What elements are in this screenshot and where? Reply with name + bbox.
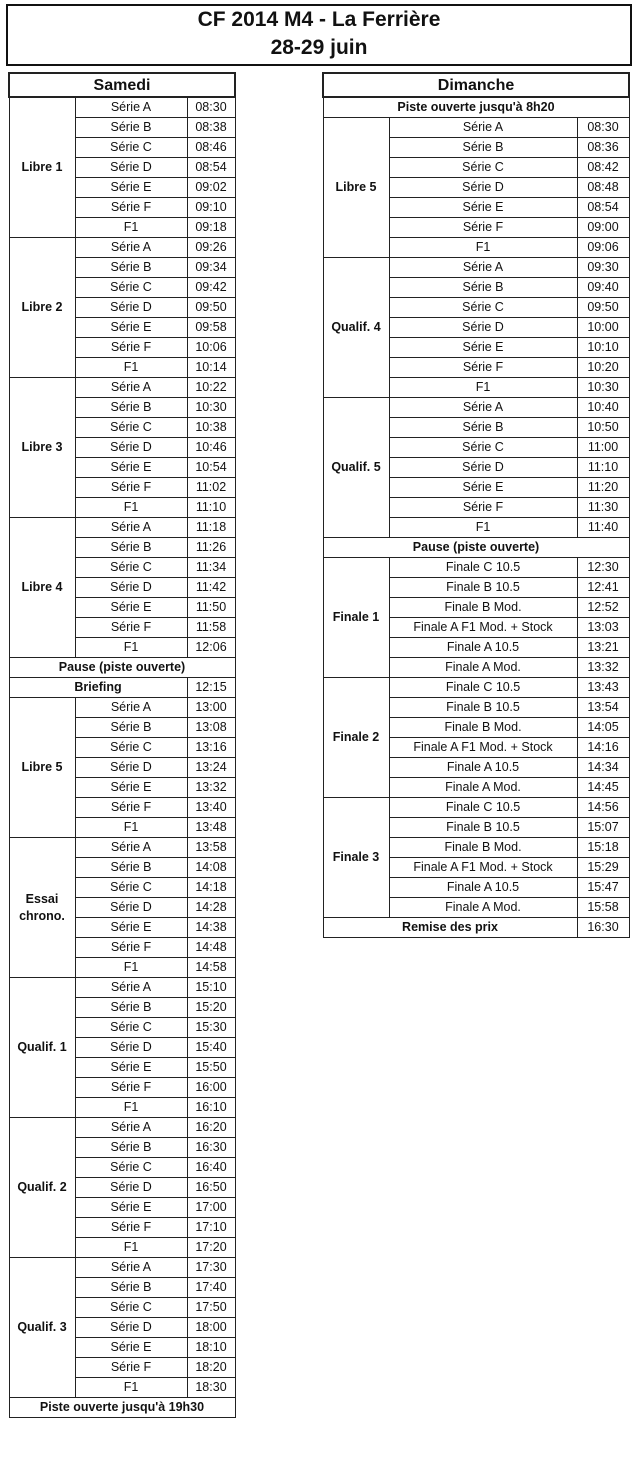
session-time: 14:56 — [577, 798, 629, 818]
session-time: 15:58 — [577, 898, 629, 918]
session-time: 16:30 — [187, 1138, 235, 1158]
session-series: Finale C 10.5 — [389, 678, 577, 698]
session-series: Série F — [75, 938, 187, 958]
session-series: Série D — [389, 458, 577, 478]
session-series: F1 — [75, 818, 187, 838]
session-series: Série F — [75, 1218, 187, 1238]
session-series: Série E — [75, 1058, 187, 1078]
session-time: 09:00 — [577, 218, 629, 238]
session-group-label: Libre 4 — [9, 518, 75, 658]
session-series: Finale B Mod. — [389, 838, 577, 858]
session-time: 09:30 — [577, 258, 629, 278]
session-series: F1 — [389, 238, 577, 258]
session-time: 10:30 — [577, 378, 629, 398]
span-label: Pause (piste ouverte) — [9, 658, 235, 678]
session-time: 11:50 — [187, 598, 235, 618]
session-time: 15:07 — [577, 818, 629, 838]
session-row — [323, 558, 629, 578]
session-series: Série D — [389, 178, 577, 198]
session-series: F1 — [75, 1238, 187, 1258]
session-series: Série E — [389, 338, 577, 358]
session-time: 13:21 — [577, 638, 629, 658]
session-time: 13:40 — [187, 798, 235, 818]
session-time: 14:05 — [577, 718, 629, 738]
session-series: Série A — [389, 118, 577, 138]
session-group-label: Finale 3 — [323, 798, 389, 918]
day-header: Dimanche — [323, 73, 629, 97]
session-time: 13:16 — [187, 738, 235, 758]
session-time: 15:10 — [187, 978, 235, 998]
session-series: Série D — [75, 1178, 187, 1198]
session-time: 15:29 — [577, 858, 629, 878]
session-time: 13:43 — [577, 678, 629, 698]
session-time: 13:32 — [577, 658, 629, 678]
session-series: Série E — [75, 318, 187, 338]
session-series: Finale A F1 Mod. + Stock — [389, 618, 577, 638]
session-series: F1 — [75, 358, 187, 378]
span-label: Briefing — [9, 678, 187, 698]
session-time: 11:20 — [577, 478, 629, 498]
session-row — [323, 118, 629, 138]
session-time: 11:58 — [187, 618, 235, 638]
session-time: 14:18 — [187, 878, 235, 898]
session-time: 09:50 — [577, 298, 629, 318]
session-series: Finale B Mod. — [389, 598, 577, 618]
session-series: Série A — [75, 978, 187, 998]
session-series: Série B — [75, 1138, 187, 1158]
session-series: Série C — [75, 1298, 187, 1318]
day-header-row — [323, 73, 629, 97]
session-time: 08:30 — [187, 97, 235, 118]
session-time: 10:22 — [187, 378, 235, 398]
session-series: Série E — [389, 198, 577, 218]
session-series: Série B — [389, 138, 577, 158]
session-series: Série E — [75, 178, 187, 198]
session-time: 15:30 — [187, 1018, 235, 1038]
session-series: Finale B 10.5 — [389, 818, 577, 838]
session-group-label: Qualif. 2 — [9, 1118, 75, 1258]
session-time: 17:20 — [187, 1238, 235, 1258]
session-series: Série B — [389, 278, 577, 298]
session-time: 14:48 — [187, 938, 235, 958]
session-time: 11:18 — [187, 518, 235, 538]
session-series: Série F — [75, 1358, 187, 1378]
session-time: 08:54 — [577, 198, 629, 218]
session-series: Série F — [75, 478, 187, 498]
session-time: 17:40 — [187, 1278, 235, 1298]
session-series: Série B — [75, 858, 187, 878]
session-time: 14:28 — [187, 898, 235, 918]
session-time: 14:58 — [187, 958, 235, 978]
session-series: Série C — [389, 438, 577, 458]
session-series: Finale A F1 Mod. + Stock — [389, 858, 577, 878]
session-series: Série A — [75, 838, 187, 858]
session-time: 11:26 — [187, 538, 235, 558]
span-row — [9, 658, 235, 678]
session-time: 10:30 — [187, 398, 235, 418]
session-time: 09:40 — [577, 278, 629, 298]
session-time: 14:16 — [577, 738, 629, 758]
span-label: Piste ouverte jusqu'à 8h20 — [323, 97, 629, 118]
session-time: 10:50 — [577, 418, 629, 438]
session-time: 10:10 — [577, 338, 629, 358]
session-series: Série B — [75, 718, 187, 738]
session-series: Finale A F1 Mod. + Stock — [389, 738, 577, 758]
session-time: 14:45 — [577, 778, 629, 798]
span-time-row — [9, 678, 235, 698]
session-time: 13:58 — [187, 838, 235, 858]
session-series: Série C — [75, 1158, 187, 1178]
sunday-schedule-table — [322, 72, 630, 938]
session-time: 18:20 — [187, 1358, 235, 1378]
session-time: 11:10 — [187, 498, 235, 518]
session-series: Série C — [75, 138, 187, 158]
session-time: 17:10 — [187, 1218, 235, 1238]
session-series: F1 — [75, 218, 187, 238]
span-row — [323, 538, 629, 558]
session-series: F1 — [75, 1378, 187, 1398]
session-series: Série E — [75, 458, 187, 478]
session-group-label: Libre 5 — [9, 698, 75, 838]
session-time: 11:42 — [187, 578, 235, 598]
session-time: 18:00 — [187, 1318, 235, 1338]
session-series: Série E — [389, 478, 577, 498]
session-time: 13:48 — [187, 818, 235, 838]
session-time: 11:40 — [577, 518, 629, 538]
session-series: Série E — [75, 598, 187, 618]
session-row — [9, 238, 235, 258]
session-time: 09:10 — [187, 198, 235, 218]
session-time: 18:10 — [187, 1338, 235, 1358]
session-time: 09:02 — [187, 178, 235, 198]
session-series: Série D — [75, 578, 187, 598]
session-series: Série C — [75, 878, 187, 898]
session-time: 10:46 — [187, 438, 235, 458]
session-series: Série C — [75, 738, 187, 758]
session-row — [323, 678, 629, 698]
session-series: Série C — [75, 278, 187, 298]
session-series: Série F — [389, 358, 577, 378]
session-series: Série B — [75, 398, 187, 418]
session-series: Série D — [75, 438, 187, 458]
session-series: F1 — [75, 1098, 187, 1118]
session-time: 09:34 — [187, 258, 235, 278]
session-series: Série A — [75, 238, 187, 258]
session-series: F1 — [75, 958, 187, 978]
session-series: Série F — [75, 798, 187, 818]
session-time: 16:50 — [187, 1178, 235, 1198]
session-series: Série A — [75, 518, 187, 538]
session-time: 15:18 — [577, 838, 629, 858]
session-row — [323, 258, 629, 278]
session-time: 13:54 — [577, 698, 629, 718]
session-time: 14:08 — [187, 858, 235, 878]
session-series: F1 — [75, 498, 187, 518]
session-time: 16:40 — [187, 1158, 235, 1178]
session-row — [9, 698, 235, 718]
session-series: Série C — [389, 158, 577, 178]
span-row — [9, 1398, 235, 1418]
session-row — [9, 838, 235, 858]
session-series: Série C — [389, 298, 577, 318]
session-series: Série B — [389, 418, 577, 438]
session-time: 13:24 — [187, 758, 235, 778]
session-group-label: Qualif. 4 — [323, 258, 389, 398]
session-series: Série C — [75, 1018, 187, 1038]
session-series: Série E — [75, 1198, 187, 1218]
session-group-label: Essai chrono. — [9, 838, 75, 978]
day-header-row — [9, 73, 235, 97]
session-series: Série A — [75, 97, 187, 118]
session-time: 10:20 — [577, 358, 629, 378]
session-time: 14:34 — [577, 758, 629, 778]
session-series: Finale B 10.5 — [389, 578, 577, 598]
session-series: Finale A 10.5 — [389, 878, 577, 898]
session-series: Finale B Mod. — [389, 718, 577, 738]
session-series: F1 — [389, 518, 577, 538]
session-time: 09:06 — [577, 238, 629, 258]
session-series: Série D — [75, 758, 187, 778]
session-series: Série F — [389, 218, 577, 238]
session-row — [323, 798, 629, 818]
session-series: Série D — [75, 1038, 187, 1058]
session-group-label: Libre 5 — [323, 118, 389, 258]
session-time: 08:42 — [577, 158, 629, 178]
session-time: 15:20 — [187, 998, 235, 1018]
session-group-label: Qualif. 5 — [323, 398, 389, 538]
session-row — [9, 518, 235, 538]
session-time: 08:36 — [577, 138, 629, 158]
session-series: Série A — [75, 1118, 187, 1138]
session-time: 13:00 — [187, 698, 235, 718]
session-time: 13:32 — [187, 778, 235, 798]
session-series: Série C — [75, 558, 187, 578]
session-time: 10:54 — [187, 458, 235, 478]
page-title: CF 2014 M4 - La Ferrière — [197, 8, 441, 31]
span-label: Pause (piste ouverte) — [323, 538, 629, 558]
session-series: Série D — [75, 158, 187, 178]
session-series: Série D — [389, 318, 577, 338]
day-header: Samedi — [9, 73, 235, 97]
session-time: 11:00 — [577, 438, 629, 458]
session-time: 18:30 — [187, 1378, 235, 1398]
session-series: Série B — [75, 258, 187, 278]
session-series: Finale A Mod. — [389, 778, 577, 798]
session-time: 11:02 — [187, 478, 235, 498]
session-time: 09:26 — [187, 238, 235, 258]
session-row — [9, 1118, 235, 1138]
session-time: 09:58 — [187, 318, 235, 338]
span-time-row — [323, 918, 629, 938]
session-series: Finale A 10.5 — [389, 638, 577, 658]
session-series: Finale C 10.5 — [389, 558, 577, 578]
session-group-label: Finale 2 — [323, 678, 389, 798]
session-series: Série E — [75, 1338, 187, 1358]
session-series: Série C — [75, 418, 187, 438]
session-series: Série A — [75, 698, 187, 718]
session-time: 15:50 — [187, 1058, 235, 1078]
session-series: Série B — [75, 998, 187, 1018]
session-group-label: Finale 1 — [323, 558, 389, 678]
session-series: Série A — [389, 398, 577, 418]
session-series: F1 — [75, 638, 187, 658]
session-series: Série F — [75, 1078, 187, 1098]
saturday-schedule-table — [8, 72, 236, 1418]
session-time: 08:30 — [577, 118, 629, 138]
session-group-label: Libre 2 — [9, 238, 75, 378]
session-group-label: Libre 1 — [9, 97, 75, 238]
session-time: 09:42 — [187, 278, 235, 298]
session-series: Finale A Mod. — [389, 658, 577, 678]
session-time: 17:50 — [187, 1298, 235, 1318]
session-time: 08:38 — [187, 118, 235, 138]
session-series: Série A — [389, 258, 577, 278]
session-row — [323, 398, 629, 418]
session-time: 12:30 — [577, 558, 629, 578]
session-series: Série A — [75, 378, 187, 398]
session-time: 09:50 — [187, 298, 235, 318]
session-series: Série D — [75, 898, 187, 918]
session-time: 11:10 — [577, 458, 629, 478]
page-header — [6, 4, 632, 66]
session-time: 12:06 — [187, 638, 235, 658]
session-group-label: Qualif. 1 — [9, 978, 75, 1118]
session-series: Série D — [75, 298, 187, 318]
session-time: 08:48 — [577, 178, 629, 198]
session-time: 10:40 — [577, 398, 629, 418]
session-time: 12:15 — [187, 678, 235, 698]
session-time: 17:00 — [187, 1198, 235, 1218]
session-time: 10:00 — [577, 318, 629, 338]
session-time: 11:30 — [577, 498, 629, 518]
session-time: 15:40 — [187, 1038, 235, 1058]
session-series: Série F — [75, 338, 187, 358]
session-row — [9, 378, 235, 398]
session-row — [9, 1258, 235, 1278]
session-series: F1 — [389, 378, 577, 398]
session-series: Série A — [75, 1258, 187, 1278]
session-series: Finale B 10.5 — [389, 698, 577, 718]
span-label: Remise des prix — [323, 918, 577, 938]
page-dates: 28-29 juin — [270, 36, 368, 59]
session-time: 16:00 — [187, 1078, 235, 1098]
session-time: 13:03 — [577, 618, 629, 638]
session-series: Série F — [75, 618, 187, 638]
session-row — [9, 97, 235, 118]
session-row — [9, 978, 235, 998]
session-group-label: Qualif. 3 — [9, 1258, 75, 1398]
session-time: 10:14 — [187, 358, 235, 378]
session-series: Série F — [389, 498, 577, 518]
session-time: 13:08 — [187, 718, 235, 738]
span-label: Piste ouverte jusqu'à 19h30 — [9, 1398, 235, 1418]
session-time: 16:30 — [577, 918, 629, 938]
span-row — [323, 97, 629, 118]
session-series: Finale C 10.5 — [389, 798, 577, 818]
session-time: 17:30 — [187, 1258, 235, 1278]
session-series: Finale A Mod. — [389, 898, 577, 918]
session-series: Série D — [75, 1318, 187, 1338]
session-time: 15:47 — [577, 878, 629, 898]
session-series: Série B — [75, 1278, 187, 1298]
session-time: 10:06 — [187, 338, 235, 358]
session-time: 11:34 — [187, 558, 235, 578]
session-series: Série F — [75, 198, 187, 218]
session-time: 12:41 — [577, 578, 629, 598]
session-time: 16:20 — [187, 1118, 235, 1138]
session-time: 12:52 — [577, 598, 629, 618]
session-time: 09:18 — [187, 218, 235, 238]
session-time: 16:10 — [187, 1098, 235, 1118]
session-time: 10:38 — [187, 418, 235, 438]
session-series: Série B — [75, 118, 187, 138]
session-series: Finale A 10.5 — [389, 758, 577, 778]
session-time: 14:38 — [187, 918, 235, 938]
session-time: 08:54 — [187, 158, 235, 178]
session-series: Série E — [75, 918, 187, 938]
session-group-label: Libre 3 — [9, 378, 75, 518]
session-series: Série B — [75, 538, 187, 558]
session-time: 08:46 — [187, 138, 235, 158]
session-series: Série E — [75, 778, 187, 798]
